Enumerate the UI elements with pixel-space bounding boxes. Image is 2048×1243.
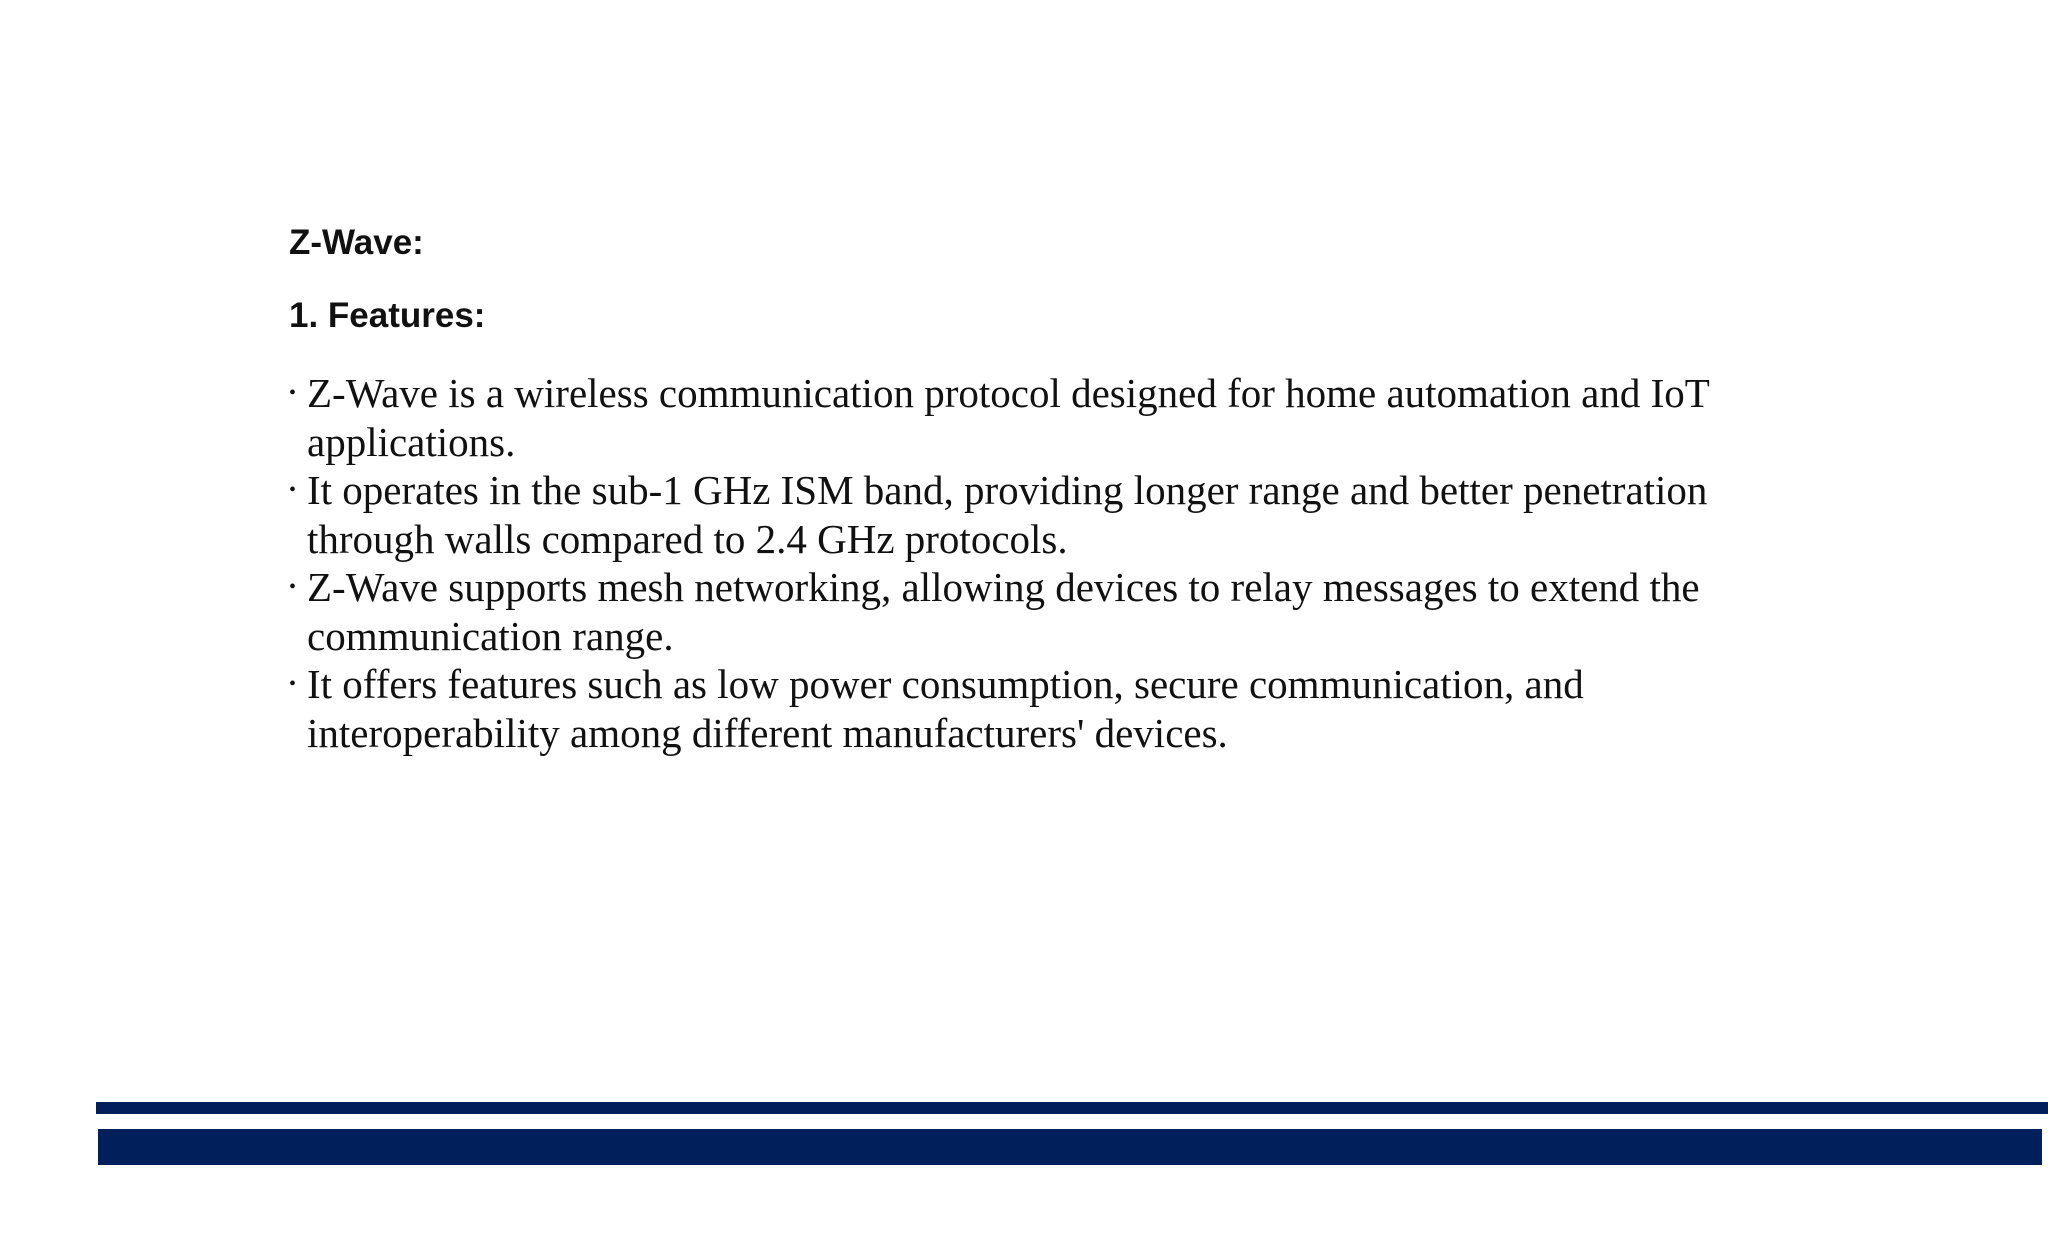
bullet-item bbox=[289, 466, 1769, 563]
bullet-icon: • bbox=[289, 576, 297, 598]
bullet-list bbox=[289, 369, 1769, 757]
bullet-icon: • bbox=[289, 382, 297, 404]
footer-divider-thick bbox=[98, 1129, 2042, 1165]
bullet-item bbox=[289, 563, 1769, 660]
bullet-item bbox=[289, 660, 1769, 757]
section-heading: 1. Features: bbox=[289, 296, 486, 335]
footer-divider-thin bbox=[96, 1102, 2048, 1114]
bullet-text: It offers features such as low power consumption, secure communication, and interoperability among different manufacturers' devices. bbox=[307, 661, 1584, 756]
bullet-text: It operates in the sub-1 GHz ISM band, providing longer range and better penetration through walls compared to 2.4 GHz protocols. bbox=[307, 467, 1708, 562]
slide-title: Z-Wave: bbox=[289, 223, 424, 262]
slide-content bbox=[289, 220, 1769, 757]
bullet-text: Z-Wave is a wireless communication protocol designed for home automation and IoT applications. bbox=[307, 370, 1710, 465]
bullet-icon: • bbox=[289, 673, 297, 695]
bullet-icon: • bbox=[289, 479, 297, 501]
bullet-text: Z-Wave supports mesh networking, allowing devices to relay messages to extend the communication range. bbox=[307, 564, 1700, 659]
bullet-item bbox=[289, 369, 1769, 466]
